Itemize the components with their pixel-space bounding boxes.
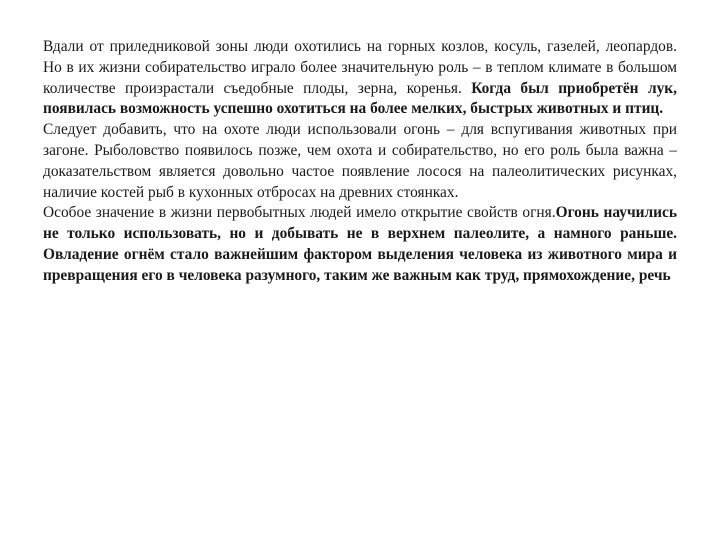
paragraph-fire-discovery-text: Особое значение в жизни первобытных людей имело открытие свойств огня. (43, 204, 556, 222)
paragraph-hunting-gathering-text: Вдали от приледниковой зоны люди охотились на горных козлов, косуль, газелей, леопардов. Но в их жизни собирательство играло более значительную роль – в теплом климате в большом количестве произрастали съедобные плоды, зерна, коренья. (43, 38, 677, 97)
document-text (43, 37, 677, 287)
paragraph-fire-emphasis: Огонь научились не только использовать, но и добывать не в верхнем палеолите, а намного раньше. Овладение огнём стало важнейшим фактором выделения человека из животного мира и превращения его в человека разумного, таким же важным как труд, прямохождение, речь (43, 204, 678, 284)
paragraph-fire-discovery (43, 203, 677, 286)
paragraph-fire-fishing (43, 120, 677, 203)
paragraph-fire-fishing-text: Следует добавить, что на охоте люди использовали огонь – для вспугивания животных при загоне. Рыболовство появилось позже, чем охота и собирательство, но его роль была важна – доказательством является довольно частое появление лосося на палеолитических рисунках, наличие костей рыб в кухонных отбросах на древних стоянках. (43, 121, 677, 201)
paragraph-hunting-gathering (43, 37, 677, 120)
paragraph-bow-emphasis: Когда был приобретён лук, появилась возможность успешно охотиться на более мелких, быстрых животных и птиц. (43, 79, 677, 118)
